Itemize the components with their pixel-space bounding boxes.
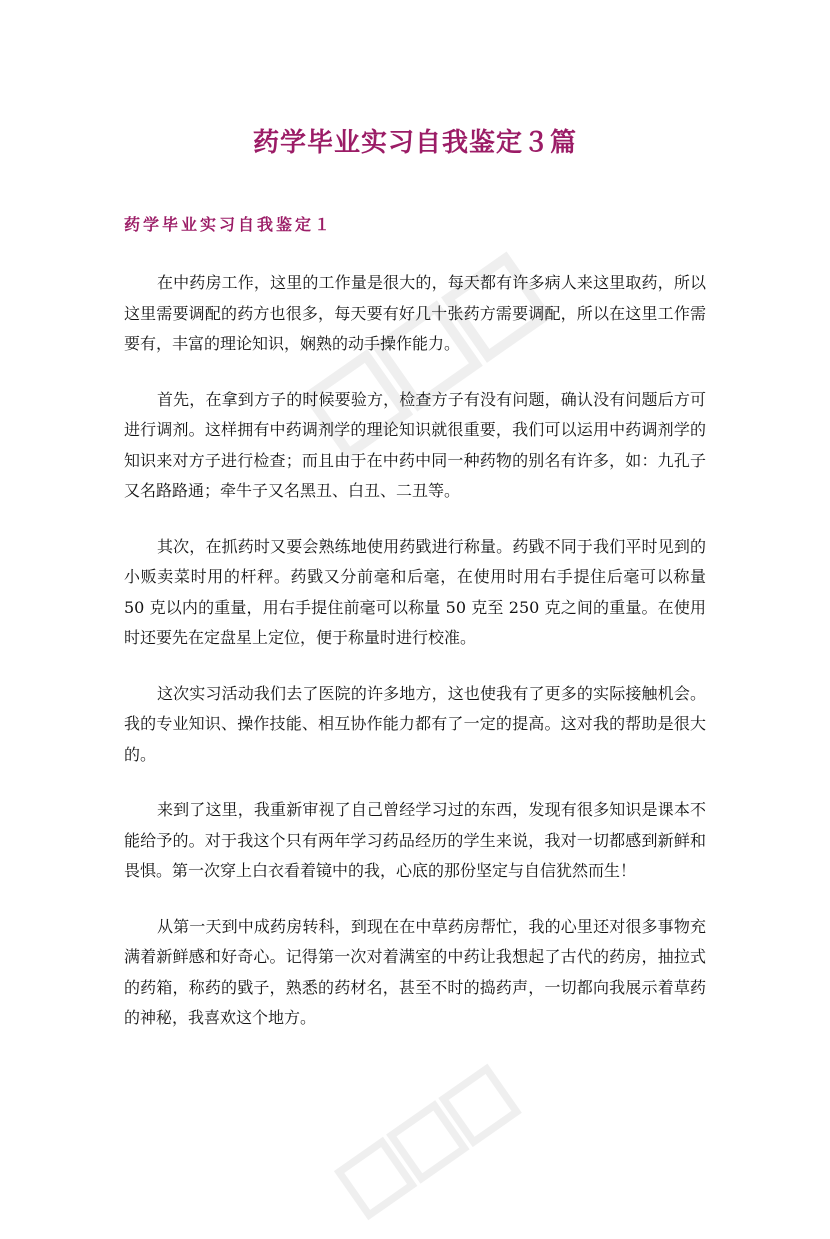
paragraph: 其次，在抓药时又要会熟练地使用药戥进行称量。药戥不同于我们平时见到的小贩卖菜时用的杆秤。药戥又分前毫和后毫，在使用时用右手提住后毫可以称量 50 克以内的重量，用右手提住前毫可以称量 50 克至 250 克之间的重量。在使用时还要先在定盘星上定位，便于称量时进行校准。 [124, 536, 706, 647]
paragraph: 来到了这里，我重新审视了自己曾经学习过的东西，发现有很多知识是课本不能给予的。对于我这个只有两年学习药品经历的学生来说，我对一切都感到新鲜和畏惧。第一次穿上白衣看着镜中的我，心底的那份坚定与自信犹然而生！ [124, 800, 706, 880]
paragraph: 从第一天到中成药房转科，到现在在中草药房帮忙，我的心里还对很多事物充满着新鲜感和好奇心。记得第一次对着满室的中药让我想起了古代的药房，抽拉式的药箱，称药的戥子，熟悉的药材名，甚至不时的捣药声，一切都向我展示着草药的神秘，我喜欢这个地方。 [124, 916, 706, 1027]
paragraph: 这次实习活动我们去了医院的许多地方，这也使我有了更多的实际接触机会。我的专业知识、操作技能、相互协作能力都有了一定的提高。这对我的帮助是很大的。 [124, 683, 706, 764]
section-heading: 药学毕业实习自我鉴定１ [124, 215, 334, 234]
document-body [124, 268, 706, 1059]
watermark-graphic-bottom [322, 1051, 537, 1239]
paragraph: 首先，在拿到方子的时候要验方，检查方子有没有问题，确认没有问题后方可进行调剂。这样拥有中药调剂学的理论知识就很重要，我们可以运用中药调剂学的知识来对方子进行检查；而且由于在中药中同一种药物的别名有许多，如：九孔子又名路路通；牵牛子又名黑丑、白丑、二丑等。 [124, 389, 706, 500]
document-title: 药学毕业实习自我鉴定３篇 [252, 128, 577, 158]
paragraph: 在中药房工作，这里的工作量是很大的，每天都有许多病人来这里取药，所以这里需要调配的药方也很多，每天要有好几十张药方需要调配，所以在这里工作需要有，丰富的理论知识，娴熟的动手操作能力。 [124, 273, 706, 353]
